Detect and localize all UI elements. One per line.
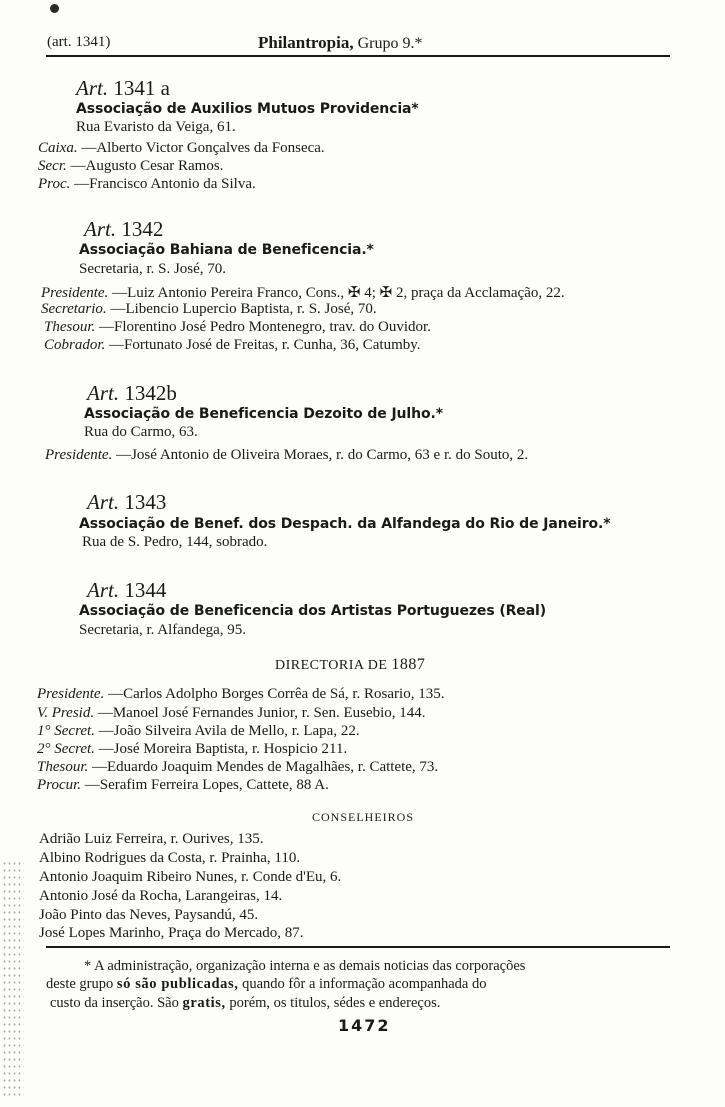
article-number: Art. 1342b xyxy=(87,381,177,405)
footnote-rule xyxy=(46,946,670,948)
officer-line: Presidente. —Carlos Adolpho Borges Corrêa de Sá, r. Rosario, 135. xyxy=(37,686,445,702)
officer-line: 2° Secret. —José Moreira Baptista, r. Hospicio 211. xyxy=(37,741,348,757)
header-section-name: Philantropia, xyxy=(258,33,354,52)
article-number: Art. 1342 xyxy=(84,217,164,241)
officer-line: Thesour. —Eduardo Joaquim Mendes de Magalhães, r. Cattete, 73. xyxy=(37,759,439,775)
entry-title: Associação de Benef. dos Despach. da Alfandega do Rio de Janeiro.* xyxy=(79,516,611,532)
article-number: Art. 1344 xyxy=(87,578,167,602)
ink-smudge xyxy=(50,4,59,13)
officer-line: Presidente. —José Antonio de Oliveira Moraes, r. do Carmo, 63 e r. do Souto, 2. xyxy=(45,447,529,463)
counsellor-line: Albino Rodrigues da Costa, r. Prainha, 110. xyxy=(39,850,301,866)
entry-address: Rua do Carmo, 63. xyxy=(84,424,198,440)
article-number: Art. 1343 xyxy=(87,490,167,514)
entry-title: Associação de Auxilios Mutuos Providencia* xyxy=(76,101,419,117)
counsellor-line: José Lopes Marinho, Praça do Mercado, 87. xyxy=(39,925,304,941)
entry-title: Associação de Beneficencia Dezoito de Julho.* xyxy=(84,406,443,422)
officer-line: Procur. —Serafim Ferreira Lopes, Cattete, 88 A. xyxy=(37,777,329,793)
page-number: 1472 xyxy=(338,1016,391,1035)
counsellor-line: Adrião Luiz Ferreira, r. Ourives, 135. xyxy=(39,831,264,847)
header-article-range: (art. 1341) xyxy=(47,34,111,50)
conselheiros-heading: CONSELHEIROS xyxy=(312,810,415,824)
officer-line: Proc. —Francisco Antonio da Silva. xyxy=(38,176,256,192)
footnote-line: deste grupo só são publicadas, quando fôr a informação acompanhada do xyxy=(46,976,487,992)
footnote-line: * A administração, organização interna e as demais noticias das corporações xyxy=(84,958,526,974)
header-group: Grupo 9.* xyxy=(357,35,423,52)
counsellor-line: Antonio Joaquim Ribeiro Nunes, r. Conde d'Eu, 6. xyxy=(39,869,342,885)
officer-line: Secretario. —Libencio Lupercio Baptista, r. S. José, 70. xyxy=(41,301,377,317)
article-number: Art. 1341 a xyxy=(76,76,170,100)
officer-line: Secr. —Augusto Cesar Ramos. xyxy=(38,158,224,174)
entry-title: Associação de Beneficencia dos Artistas Portuguezes (Real) xyxy=(79,603,547,619)
officer-line: Thesour. —Florentino José Pedro Montenegro, trav. do Ouvidor. xyxy=(44,319,431,335)
counsellor-line: Antonio José da Rocha, Larangeiras, 14. xyxy=(39,888,283,904)
entry-address: Rua de S. Pedro, 144, sobrado. xyxy=(82,534,268,550)
entry-title: Associação Bahiana de Beneficencia.* xyxy=(79,242,374,258)
header-title xyxy=(258,33,422,53)
footnote-line: custo da inserção. São gratis, porém, os titulos, sédes e endereços. xyxy=(50,995,441,1011)
officer-line: Caixa. —Alberto Victor Gonçalves da Fonseca. xyxy=(38,140,325,156)
officer-line: Presidente. —Luiz Antonio Pereira Franco, Cons., ✠ 4; ✠ 2, praça da Acclamação, 22. xyxy=(41,285,565,301)
entry-address: Rua Evaristo da Veiga, 61. xyxy=(76,119,236,135)
scan-margin-noise xyxy=(2,860,24,1100)
entry-address: Secretaria, r. Alfandega, 95. xyxy=(79,622,247,638)
officer-line: 1° Secret. —João Silveira Avila de Mello, r. Lapa, 22. xyxy=(37,723,360,739)
header-rule xyxy=(46,55,670,57)
counsellor-line: João Pinto das Neves, Paysandú, 45. xyxy=(39,907,259,923)
officer-line: V. Presid. —Manoel José Fernandes Junior, r. Sen. Eusebio, 144. xyxy=(37,705,426,721)
entry-address: Secretaria, r. S. José, 70. xyxy=(79,261,227,277)
directoria-heading: DIRECTORIA DE 1887 xyxy=(275,656,426,673)
officer-line: Cobrador. —Fortunato José de Freitas, r. Cunha, 36, Catumby. xyxy=(44,337,421,353)
